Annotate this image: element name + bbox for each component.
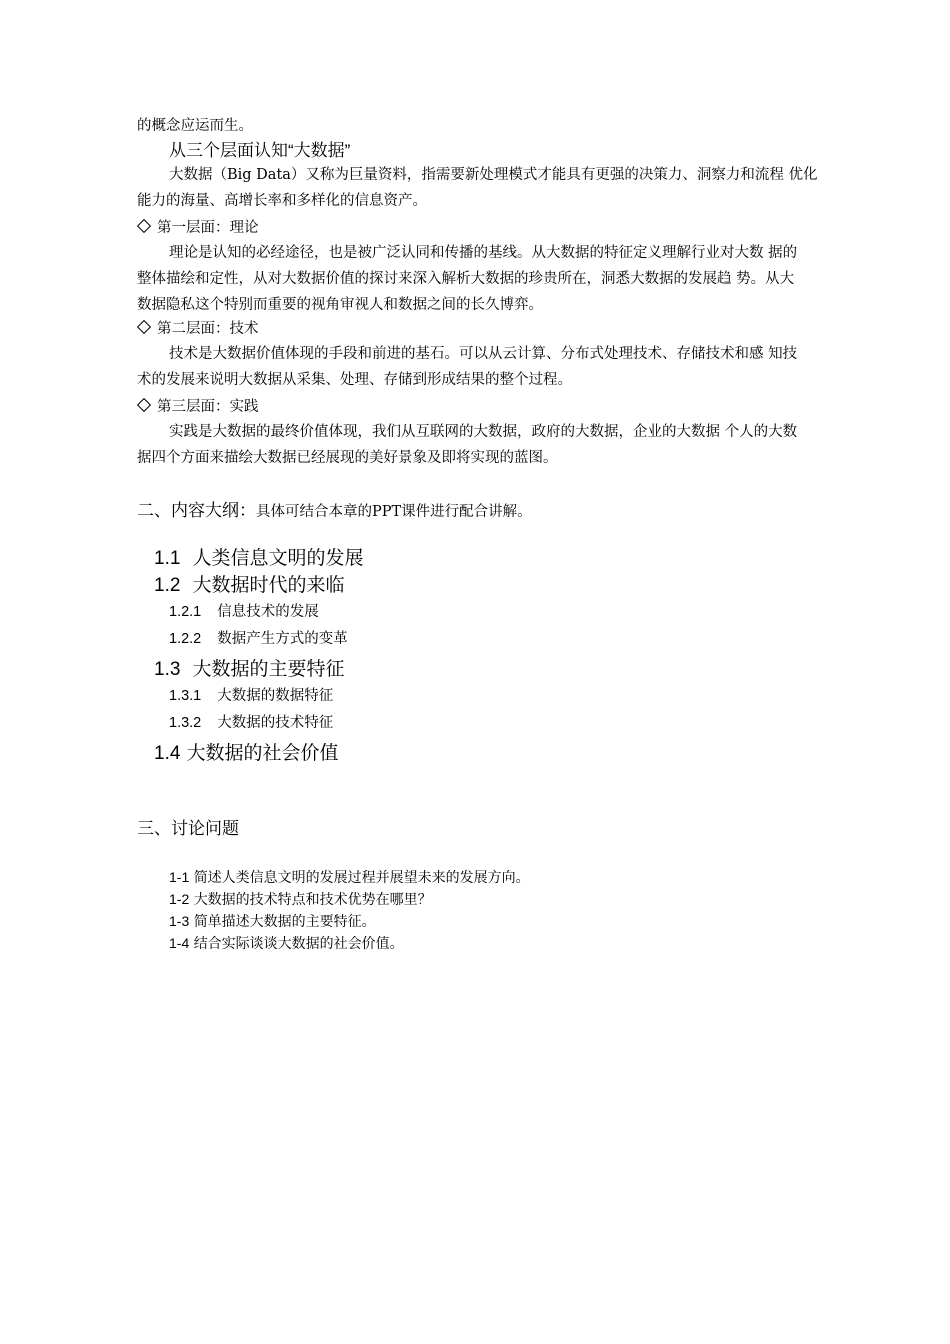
outline-item	[154, 570, 345, 597]
question-number: 1-4	[169, 935, 190, 951]
level-1-line: 理论是认知的必经途径，也是被广泛认同和传播的基线。从大数据的特征定义理解行业对大数 据的	[169, 245, 798, 261]
outline-item-text: 人类信息文明的发展	[192, 547, 364, 569]
diamond-bullet-icon	[137, 398, 151, 412]
level-3-line: 据四个方面来描绘大数据已经展现的美好景象及即将实现的蓝图。	[137, 450, 558, 466]
outline-item-number: 1.1	[154, 548, 181, 569]
level-2-paragraph	[137, 341, 879, 393]
outline-item-text: 大数据的数据特征	[217, 688, 334, 704]
discussion-question	[169, 867, 530, 887]
level-2-title: 第二层面：技术	[157, 320, 259, 337]
question-number: 1-2	[169, 891, 190, 907]
diamond-bullet-icon	[137, 219, 151, 233]
outline-item	[154, 543, 364, 570]
level-2-line: 技术是大数据价值体现的手段和前进的基石。可以从云计算、分布式处理技术、存储技术和感 知技	[169, 346, 798, 362]
level-3-paragraph	[137, 419, 879, 471]
outline-item-text: 数据产生方式的变革	[217, 631, 348, 647]
outline-item	[154, 738, 338, 765]
outline-item-number: 1.2	[154, 575, 181, 596]
outline-item-number: 1.3.2	[169, 715, 202, 731]
outline-item-text: 大数据时代的来临	[192, 574, 345, 596]
discussion-heading: 三、讨论问题	[137, 819, 239, 838]
level-1-line: 整体描绘和定性，从对大数据价值的探讨来深入解析大数据的珍贵所在，洞悉大数据的发展趋 势。从大	[137, 271, 795, 287]
outline-item	[154, 654, 345, 681]
level-1-bullet	[137, 216, 259, 236]
definition-line: 大数据（Big Data）又称为巨量资料，指需要新处理模式才能具有更强的决策力、洞察力和流程 优化	[169, 167, 818, 183]
outline-item-text: 大数据的主要特征	[192, 658, 345, 680]
question-text: 简述人类信息文明的发展过程并展望未来的发展方向。	[193, 870, 530, 886]
discussion-question	[169, 889, 432, 909]
outline-item-number: 1.3	[154, 659, 181, 680]
level-3-bullet	[137, 395, 259, 415]
outline-note: 具体可结合本章的PPT课件进行配合讲解。	[256, 504, 532, 520]
outline-subitem	[169, 627, 348, 648]
outline-item-number: 1.2.2	[169, 631, 202, 647]
outline-heading-row	[137, 496, 532, 521]
outline-item-number: 1.2.1	[169, 604, 202, 620]
outline-item-text: 大数据的社会价值	[186, 742, 339, 764]
level-1-title: 第一层面：理论	[157, 219, 259, 236]
level-3-title: 第三层面：实践	[157, 398, 259, 415]
question-text: 结合实际谈谈大数据的社会价值。	[193, 936, 404, 952]
question-text: 简单描述大数据的主要特征。	[193, 914, 376, 930]
diamond-bullet-icon	[137, 320, 151, 334]
question-number: 1-3	[169, 913, 190, 929]
discussion-question	[169, 933, 404, 953]
outline-heading: 二、内容大纲：	[137, 501, 256, 520]
outline-item-text: 大数据的技术特征	[217, 715, 334, 731]
outline-item-text: 信息技术的发展	[217, 604, 319, 620]
level-1-paragraph	[137, 240, 879, 318]
outline-subitem	[169, 600, 319, 621]
three-levels-heading: 从三个层面认知“大数据”	[169, 141, 351, 160]
level-2-line: 术的发展来说明大数据从采集、处理、存储到形成结果的整个过程。	[137, 372, 572, 388]
outline-item-number: 1.4	[154, 743, 181, 764]
level-3-line: 实践是大数据的最终价值体现，我们从互联网的大数据，政府的大数据，企业的大数据 个人的大数	[169, 424, 798, 440]
outline-subitem	[169, 684, 333, 705]
question-number: 1-1	[169, 869, 190, 885]
question-text: 大数据的技术特点和技术优势在哪里？	[193, 892, 432, 908]
intro-tail-text: 的概念应运而生。	[137, 118, 253, 134]
definition-line: 能力的海量、高增长率和多样化的信息资产。	[137, 193, 427, 209]
level-2-bullet	[137, 317, 259, 337]
outline-item-number: 1.3.1	[169, 688, 202, 704]
definition-paragraph	[137, 162, 879, 214]
level-1-line: 数据隐私这个特别而重要的视角审视人和数据之间的长久博弈。	[137, 297, 543, 313]
outline-subitem	[169, 711, 333, 732]
discussion-question	[169, 911, 376, 931]
